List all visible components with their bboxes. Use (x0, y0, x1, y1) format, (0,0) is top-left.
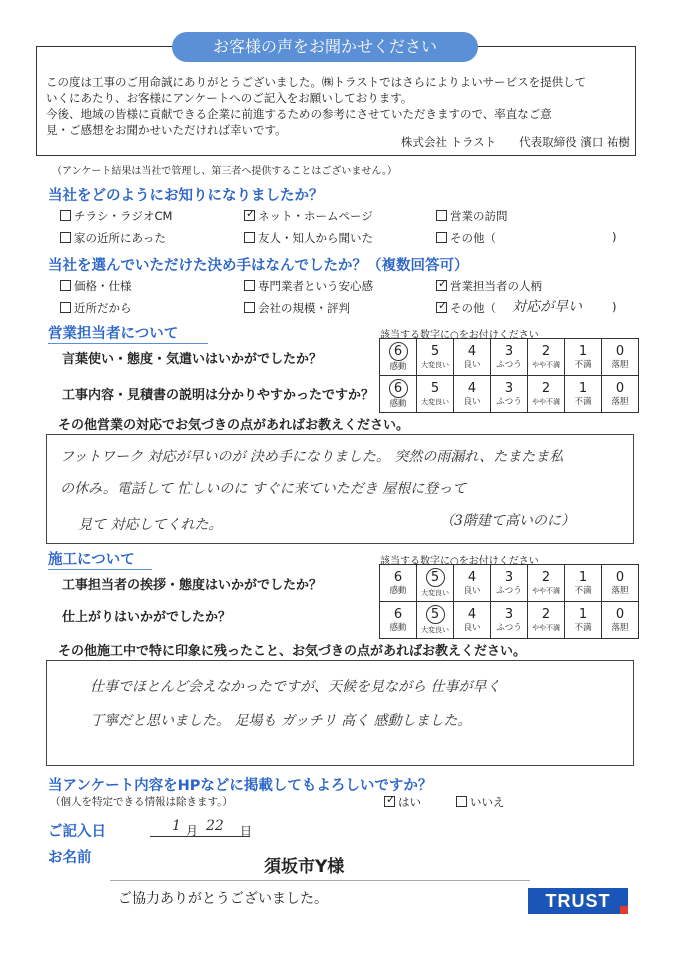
paren-close: ) (612, 230, 617, 244)
q1-option[interactable]: 家の近所にあった (60, 230, 166, 246)
rating-label: 落胆 (611, 359, 629, 370)
rating-number: 1 (578, 606, 588, 622)
publish-yes-checked[interactable]: ✓ はい (386, 793, 421, 809)
rating-label: ふつう (496, 396, 522, 407)
signature: 株式会社 トラスト 代表取締役 濱口 祐樹 (400, 135, 630, 149)
rating-cell-3[interactable] (491, 602, 528, 639)
rating-number: 3 (504, 569, 514, 585)
q1-option-other[interactable]: その他（ (436, 230, 496, 246)
rating-label: やや不満 (532, 623, 560, 632)
rating-cell-2[interactable] (528, 602, 565, 639)
rating-number (417, 568, 453, 587)
rating-label: 大変良い (421, 588, 449, 597)
rating-cell-5[interactable] (417, 602, 454, 639)
rating-label: やや不満 (532, 397, 560, 406)
checkbox[interactable] (436, 210, 447, 221)
checkbox[interactable] (60, 210, 71, 221)
rating-number: 2 (541, 569, 551, 585)
rating-number: 0 (615, 380, 625, 396)
q-greeting: 工事担当者の挨拶・態度はいかがでしたか？ (62, 578, 323, 593)
rating-label: 感動 (389, 361, 407, 372)
q2-option-other-checked[interactable]: ✓ その他（ (438, 299, 496, 315)
rating-cell-1[interactable] (565, 339, 602, 376)
q2-option[interactable]: 会社の規模・評判 (244, 300, 350, 316)
paren-close: ) (612, 300, 617, 314)
rating-label: 良い (463, 622, 481, 633)
construction-section-title: 施工について (48, 548, 152, 570)
rating-number: 2 (541, 606, 551, 622)
rating-cell-2[interactable] (528, 339, 565, 376)
date-day[interactable]: 22 (206, 818, 224, 834)
checkbox[interactable] (436, 232, 447, 243)
date-month[interactable]: 1 (172, 818, 181, 834)
q1-option-checked[interactable]: ✓ ネット・ホームページ (246, 207, 373, 223)
rating-cell-4[interactable] (454, 339, 491, 376)
rating-cell-2[interactable] (528, 565, 565, 602)
selected-circle: 5 (426, 605, 445, 624)
rating-label: 良い (463, 396, 481, 407)
rating-number: 0 (615, 343, 625, 359)
intro-line: この度は工事のご用命誠にありがとうございました。㈱トラストではさらによりよいサービスを提供して (46, 75, 587, 89)
rating-number: 5 (430, 343, 440, 359)
intro-line: 今後、地域の皆様に貢献できる企業に前進するための参考にさせていただきますので、率直なご意 (46, 107, 552, 121)
q1-option[interactable]: 友人・知人から聞いた (244, 230, 373, 246)
q2-option-checked[interactable]: ✓ 営業担当者の人柄 (438, 277, 542, 293)
rating-label: やや不満 (532, 586, 560, 595)
publish-note: （個人を特定できる情報は除きます。） (50, 796, 233, 808)
rating-label: 大変良い (421, 360, 449, 369)
rating-cell-2[interactable] (528, 376, 565, 413)
comment-line: 仕事でほとんど会えなかったですが、天候を見ながら 仕事が早く (90, 679, 501, 695)
rating-number (380, 342, 416, 361)
rating-cell-3[interactable] (491, 339, 528, 376)
rating-cell-4[interactable] (454, 602, 491, 639)
rating-cell-6[interactable] (380, 602, 417, 639)
rating-label: 不満 (574, 622, 592, 633)
selected-circle: 6 (389, 342, 408, 361)
q1-option[interactable]: 営業の訪問 (436, 208, 508, 224)
checkbox[interactable] (456, 796, 467, 807)
check-icon: ✓ (386, 793, 396, 806)
rating-cell-0[interactable] (602, 565, 639, 602)
rating-cell-5[interactable] (417, 339, 454, 376)
scale-note: 該当する数字に○をお付けください (380, 556, 539, 567)
check-icon: ✓ (438, 277, 448, 290)
rating-label: 感動 (389, 585, 407, 596)
rating-label: 感動 (389, 398, 407, 409)
privacy-note: （アンケート結果は当社で管理し、第三者へ提供することはございません。） (52, 166, 397, 177)
rating-cell-4[interactable] (454, 376, 491, 413)
construction-comment-prompt: その他施工中で特に印象に残ったこと、お気づきの点があればお教えください。 (58, 644, 527, 659)
name-label: お名前 (48, 850, 92, 866)
trust-logo: TRUST (528, 888, 628, 914)
rating-cell-5[interactable] (417, 376, 454, 413)
rating-number: 4 (467, 343, 477, 359)
rating-cell-0[interactable] (602, 376, 639, 413)
q-language: 言葉使い・態度・気遣いはいかがでしたか？ (62, 352, 323, 367)
rating-cell-1[interactable] (565, 565, 602, 602)
checkbox[interactable] (60, 280, 71, 291)
rating-row-finish (380, 602, 639, 639)
check-icon: ✓ (438, 299, 448, 312)
rating-cell-1[interactable] (565, 376, 602, 413)
q2-option[interactable]: 専門業者という安心感 (244, 278, 373, 294)
rating-number: 1 (578, 343, 588, 359)
rating-label: 良い (463, 359, 481, 370)
checkbox[interactable] (244, 302, 255, 313)
rating-label: 不満 (574, 396, 592, 407)
q2-option[interactable]: 近所だから (60, 300, 132, 316)
rating-number: 0 (615, 606, 625, 622)
intro-line: いくにあたり、お客様にアンケートへのご記入をお願いしております。 (46, 91, 413, 105)
sales-comment-prompt: その他営業の対応でお気づきの点があればお教えください。 (58, 418, 410, 433)
name-underline (110, 880, 530, 881)
rating-cell-6[interactable] (380, 376, 417, 413)
rating-number: 0 (615, 569, 625, 585)
day-unit: 日 (240, 824, 253, 838)
checkbox-checked[interactable] (436, 299, 448, 313)
rating-number: 3 (504, 380, 514, 396)
checkbox-checked[interactable] (384, 793, 396, 807)
rating-number: 3 (504, 343, 514, 359)
q2-option[interactable]: 価格・仕様 (60, 278, 132, 294)
rating-cell-0[interactable] (602, 602, 639, 639)
rating-label: 良い (463, 585, 481, 596)
rating-label: 落胆 (611, 585, 629, 596)
date-underline (150, 836, 250, 837)
intro-text (46, 74, 626, 138)
check-icon: ✓ (246, 207, 256, 220)
checkbox[interactable] (60, 302, 71, 313)
rating-cell-6[interactable] (380, 565, 417, 602)
comment-line: 見て 対応してくれた。 (78, 517, 223, 533)
page-title: お客様の声をお聞かせください (172, 32, 478, 62)
rating-number: 1 (578, 569, 588, 585)
rating-label: 感動 (389, 622, 407, 633)
rating-label: ふつう (496, 622, 522, 633)
q-explain: 工事内容・見積書の説明は分かりやすかったですか？ (62, 388, 375, 403)
sales-rating-table (379, 338, 639, 413)
rating-number: 4 (467, 569, 477, 585)
rating-row-greeting (380, 565, 639, 602)
rating-cell-3[interactable] (491, 565, 528, 602)
rating-number: 4 (467, 606, 477, 622)
rating-label: 大変良い (421, 397, 449, 406)
q2-title: 当社を選んでいただけた決め手はなんでしたか？（複数回答可） (48, 258, 469, 274)
rating-number: 4 (467, 380, 477, 396)
checkbox-checked[interactable] (436, 277, 448, 291)
intro-line: 見・ご感想をお聞かせいただければ幸いです。 (46, 123, 287, 137)
month-unit: 月 (186, 824, 199, 838)
rating-cell-6[interactable] (380, 339, 417, 376)
publish-title: 当アンケート内容をHPなどに掲載してもよろしいですか？ (48, 778, 433, 794)
comment-line: フットワーク 対応が早いのが 決め手になりました。 突然の雨漏れ、たまたま私 (60, 449, 564, 465)
rating-number (380, 379, 416, 398)
rating-cell-1[interactable] (565, 602, 602, 639)
customer-name: 須坂市Y様 (264, 857, 345, 877)
checkbox[interactable] (244, 280, 255, 291)
sales-section-title: 営業担当者について (48, 322, 208, 344)
rating-label: 不満 (574, 359, 592, 370)
checkbox-checked[interactable] (244, 207, 256, 221)
selected-circle: 5 (426, 568, 445, 587)
rating-label: 落胆 (611, 622, 629, 633)
rating-label: やや不満 (532, 360, 560, 369)
rating-label: 大変良い (421, 625, 449, 634)
rating-row-language (380, 339, 639, 376)
logo-dot (620, 906, 628, 914)
rating-number: 1 (578, 380, 588, 396)
rating-number: 6 (393, 606, 403, 622)
rating-row-explain (380, 376, 639, 413)
checkbox[interactable] (244, 232, 255, 243)
q1-option[interactable]: チラシ・ラジオCM (60, 208, 172, 224)
rating-label: ふつう (496, 585, 522, 596)
rating-number: 5 (430, 380, 440, 396)
thanks-text: ご協力ありがとうございました。 (118, 891, 328, 907)
rating-cell-4[interactable] (454, 565, 491, 602)
q-finish: 仕上がりはいかがでしたか？ (62, 610, 232, 625)
publish-no[interactable]: いいえ (456, 794, 505, 810)
q1-title: 当社をどのようにお知りになりましたか？ (48, 188, 324, 204)
rating-label: 不満 (574, 585, 592, 596)
q2-other-text[interactable]: 対応が早い (512, 299, 582, 315)
rating-label: ふつう (496, 359, 522, 370)
rating-cell-0[interactable] (602, 339, 639, 376)
date-label: ご記入日 (48, 824, 106, 840)
comment-line: の休み。電話して 忙しいのに すぐに来ていただき 屋根に登って (60, 481, 467, 497)
rating-number: 2 (541, 343, 551, 359)
comment-line: （3階建て高いのに） (440, 513, 575, 529)
construction-rating-table (379, 564, 639, 639)
rating-number: 2 (541, 380, 551, 396)
scale-note: 該当する数字に○をお付けください (380, 330, 539, 341)
rating-cell-3[interactable] (491, 376, 528, 413)
rating-label: 落胆 (611, 396, 629, 407)
checkbox[interactable] (60, 232, 71, 243)
rating-cell-5[interactable] (417, 565, 454, 602)
selected-circle: 6 (389, 379, 408, 398)
rating-number (417, 605, 453, 624)
rating-number: 6 (393, 569, 403, 585)
comment-line: 丁寧だと思いました。 足場も ガッチリ 高く 感動しました。 (90, 713, 472, 729)
rating-number: 3 (504, 606, 514, 622)
